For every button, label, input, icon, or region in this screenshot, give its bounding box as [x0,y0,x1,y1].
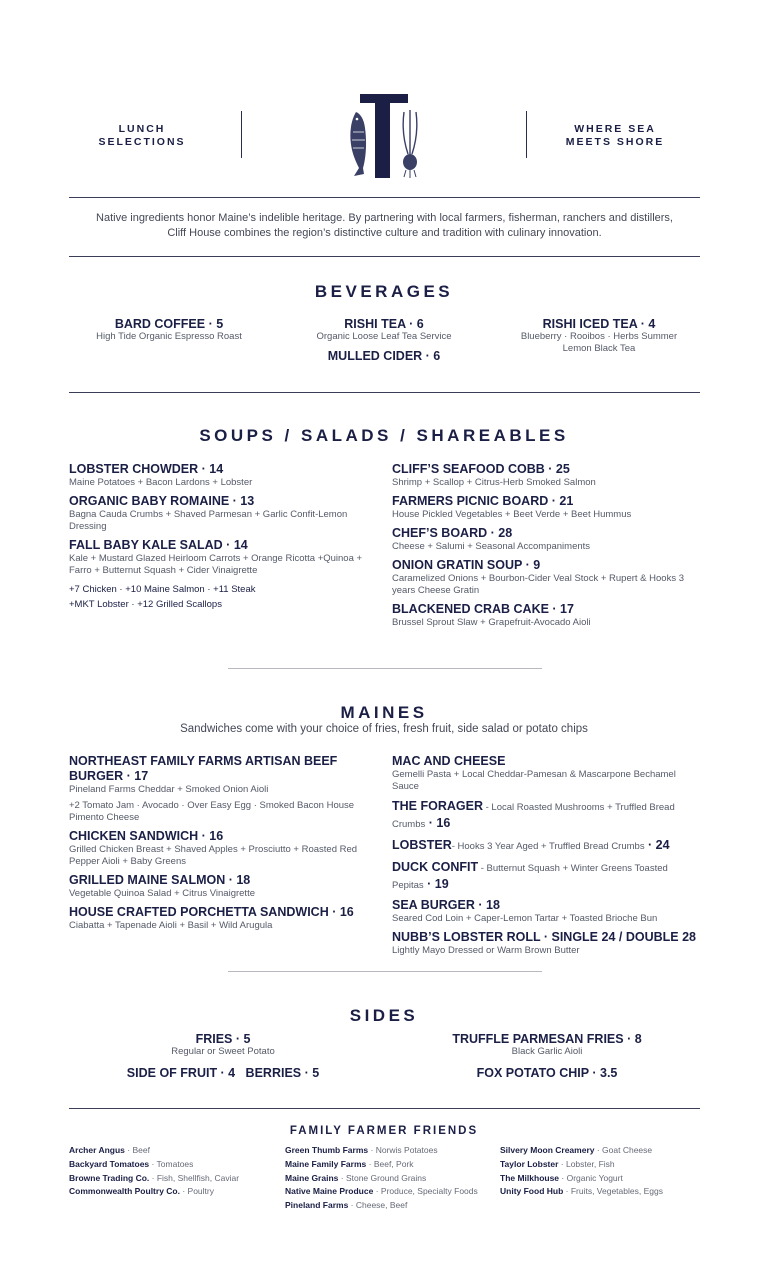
friend-row [69,1185,279,1199]
friend-desc: · Lobster, Fish [558,1158,615,1169]
friend-desc: · Goat Cheese [594,1145,653,1155]
friend-row [285,1172,495,1186]
logo [330,92,440,180]
beverage-desc: Blueberry · Rooibos · Herbs Summer Lemon Black Tea [520,331,678,354]
item-desc: Ciabatta + Tapenade Aioli + Basil + Wild Arugula [69,920,273,931]
friends-title: FAMILY FARMER FRIENDS [289,1125,479,1137]
header-left-line2: SELECTIONS [98,136,186,148]
item-name: NUBB’S LOBSTER ROLL · SINGLE 24 / DOUBLE 28 [392,930,696,944]
item-desc: Cheese + Salumi + Seasonal Accompaniments [392,541,591,552]
intro-text [69,211,700,241]
menu-item [69,829,374,868]
beverage-bard-coffee [69,317,269,343]
intro-line1: Native ingredients honor Maine’s indelible heritage. By partnering with local farmers, fisherman, ranchers and distillers, [96,212,673,224]
item-extra: +2 Tomato Jam · Avocado · Over Easy Egg · Smoked Bacon House Pimento Cheese [69,800,355,823]
friend-desc: · Fish, Shellfish, Caviar [149,1172,240,1183]
friend-row [69,1144,279,1158]
beverage-desc: Organic Loose Leaf Tea Service [316,331,452,342]
item-desc: Brussel Sprout Slaw + Grapefruit-Avocado Aioli [392,617,591,628]
friend-row [69,1172,279,1186]
sides-left [98,1032,348,1080]
item-desc: Caramelized Onions + Bourbon-Cider Veal Stock + Rupert & Hooks 3 years Cheese Gratin [392,573,685,596]
friend-name: Taylor Lobster [500,1158,559,1169]
friends-col-2 [285,1144,495,1213]
beverage-name: BARD COFFEE · 5 [114,317,224,331]
friend-name: Native Maine Produce [285,1186,374,1197]
addon-line: +7 Chicken · +10 Maine Salmon · +11 Steak [69,584,256,595]
divider-beverages [69,392,700,393]
menu-item [392,462,702,489]
friend-row [500,1144,710,1158]
friend-row [285,1199,495,1213]
friend-name: Pineland Farms [285,1200,349,1211]
friend-row [285,1144,495,1158]
intro-line2: Cliff House combines the region’s distinctive culture and tradition with culinary innovation. [167,227,602,239]
soups-left-column [69,462,369,612]
menu-item [392,859,702,893]
item-name: LOBSTER [392,838,452,852]
friend-desc: · Stone Ground Grains [338,1172,427,1183]
item-name: ONION GRATIN SOUP · 9 [392,558,541,572]
sides-right [422,1032,672,1080]
friend-name: The Milkhouse [500,1172,560,1183]
item-name: HOUSE CRAFTED PORCHETTA SANDWICH · 16 [69,905,354,919]
menu-item [392,558,702,597]
header-right-line1: WHERE SEA [574,123,656,135]
maines-left-column [69,754,374,937]
item-name: CHEF’S BOARD · 28 [392,526,513,540]
menu-item [392,494,702,521]
header-left-text [92,123,192,149]
soups-right-column [392,462,702,634]
item-desc: Bagna Cauda Crumbs + Shaved Parmesan + Garlic Confit-Lemon Dressing [69,509,348,532]
side-fries: FRIES · 5 [195,1032,251,1046]
item-name: SEA BURGER · 18 [392,898,500,912]
item-name: THE FORAGER [392,799,483,813]
item-name: CLIFF’S SEAFOOD COBB · 25 [392,462,570,476]
menu-item [392,930,702,957]
item-name: FARMERS PICNIC BOARD · 21 [392,494,574,508]
friends-col-3 [500,1144,710,1199]
side-fruit-berries: SIDE OF FRUIT · 4 BERRIES · 5 [126,1066,320,1080]
header-right-text [560,123,670,149]
friend-row [500,1172,710,1186]
item-desc: Shrimp + Scallop + Citrus-Herb Smoked Salmon [392,477,596,488]
friend-desc: · Tomatoes [149,1158,194,1169]
item-price: · 19 [423,877,449,891]
beverage-mulled-cider: MULLED CIDER · 6 [327,349,441,363]
item-desc: Gemelli Pasta + Local Cheddar-Pamesan & Mascarpone Bechamel Sauce [392,769,676,792]
friend-name: Green Thumb Farms [285,1145,369,1155]
menu-item [69,754,374,824]
beverage-desc: High Tide Organic Espresso Roast [96,331,242,342]
soups-title: SOUPS / SALADS / SHAREABLES [199,426,569,445]
menu-item [69,538,369,577]
friends-col-1 [69,1144,279,1199]
logo-icon [330,92,440,180]
item-desc: Maine Potatoes + Bacon Lardons + Lobster [69,477,253,488]
friend-row [285,1185,495,1199]
friend-desc: · Beef [124,1145,150,1155]
friend-name: Maine Family Farms [285,1158,367,1169]
sides-title: SIDES [349,1006,419,1025]
item-desc: House Pickled Vegetables + Beet Verde + Beet Hummus [392,509,632,520]
friend-row [500,1158,710,1172]
beverage-rishi-tea [284,317,484,363]
item-name: LOBSTER CHOWDER · 14 [69,462,224,476]
item-desc: Vegetable Quinoa Salad + Citrus Vinaigrette [69,888,255,899]
friend-name: Silvery Moon Creamery [500,1145,595,1155]
beverage-name: RISHI ICED TEA · 4 [542,317,656,331]
side-truffle-fries: TRUFFLE PARMESAN FRIES · 8 [452,1032,642,1046]
item-name: MAC AND CHEESE [392,754,506,768]
beverage-rishi-iced-tea [499,317,699,355]
item-desc: - Local Roasted Mushrooms + Truffled Bread Crumbs [392,802,675,830]
side-truffle-desc: Black Garlic Aioli [511,1046,583,1057]
friend-name: Archer Angus [69,1145,125,1155]
item-name: FALL BABY KALE SALAD · 14 [69,538,248,552]
friend-name: Backyard Tomatoes [69,1158,150,1169]
item-price: · 24 [644,838,670,852]
menu-item [69,873,374,900]
item-desc: Grilled Chicken Breast + Shaved Apples + Prosciutto + Roasted Red Pepper Aioli + Baby Greens [69,844,358,867]
menu-item [69,905,374,932]
menu-item [392,798,702,832]
item-name: BLACKENED CRAB CAKE · 17 [392,602,574,616]
item-price: · 16 [425,816,451,830]
menu-item [392,754,702,793]
friend-name: Unity Food Hub [500,1186,564,1197]
menu-item [392,602,702,629]
friend-desc: · Organic Yogurt [559,1172,623,1183]
beverages-title: BEVERAGES [314,282,454,301]
menu-item [392,837,702,854]
menu-item [392,526,702,553]
menu-item [392,898,702,925]
divider-soups [228,668,542,669]
item-desc: Pineland Farms Cheddar + Smoked Onion Aioli [69,784,269,795]
divider-sides [69,1108,700,1109]
friend-desc: · Poultry [179,1186,214,1197]
divider-top [69,197,700,198]
header-divider-right [526,111,527,158]
friend-row [500,1185,710,1199]
side-potato-chip: FOX POTATO CHIP · 3.5 [476,1066,618,1080]
friend-row [69,1158,279,1172]
divider-intro [69,256,700,257]
friend-desc: · Beef, Pork [366,1158,414,1169]
header-left-line1: LUNCH [118,123,166,135]
item-name: ORGANIC BABY ROMAINE · 13 [69,494,255,508]
friend-name: Maine Grains [285,1172,339,1183]
maines-title: MAINES [340,703,428,722]
item-desc: Kale + Mustard Glazed Heirloom Carrots + Orange Ricotta +Quinoa + Farro + Butternut Squash + Cider Vinaigrette [69,553,363,576]
item-desc: Lightly Mayo Dressed or Warm Brown Butter [392,945,580,956]
item-desc: - Hooks 3 Year Aged + Truffled Bread Crumbs [451,841,645,852]
header-right-line2: MEETS SHORE [565,136,665,148]
side-fries-desc: Regular or Sweet Potato [171,1046,275,1057]
friend-desc: · Cheese, Beef [348,1200,408,1211]
beverage-name: RISHI TEA · 6 [344,317,424,331]
friend-desc: · Produce, Specialty Foods [373,1186,478,1197]
friend-name: Commonwealth Poultry Co. [69,1186,180,1197]
friend-row [285,1158,495,1172]
maines-right-column [392,754,702,962]
friend-desc: · Fruits, Vegetables, Eggs [563,1186,663,1197]
item-name: NORTHEAST FAMILY FARMS ARTISAN BEEF BURGER · 17 [69,754,338,783]
maines-subtitle: Sandwiches come with your choice of fries, fresh fruit, side salad or potato chips [180,723,588,735]
friend-desc: · Norwis Potatoes [368,1145,438,1155]
header-divider-left [241,111,242,158]
item-name: GRILLED MAINE SALMON · 18 [69,873,251,887]
menu-item [69,494,369,533]
divider-maines [228,971,542,972]
item-name: CHICKEN SANDWICH · 16 [69,829,224,843]
item-desc: - Butternut Squash + Winter Greens Toasted Pepitas [392,863,668,891]
menu-item [69,462,369,489]
item-name: DUCK CONFIT [392,860,479,874]
friend-name: Browne Trading Co. [69,1172,150,1183]
addon-line: +MKT Lobster · +12 Grilled Scallops [69,599,222,610]
item-desc: Seared Cod Loin + Caper-Lemon Tartar + Toasted Brioche Bun [392,913,658,924]
